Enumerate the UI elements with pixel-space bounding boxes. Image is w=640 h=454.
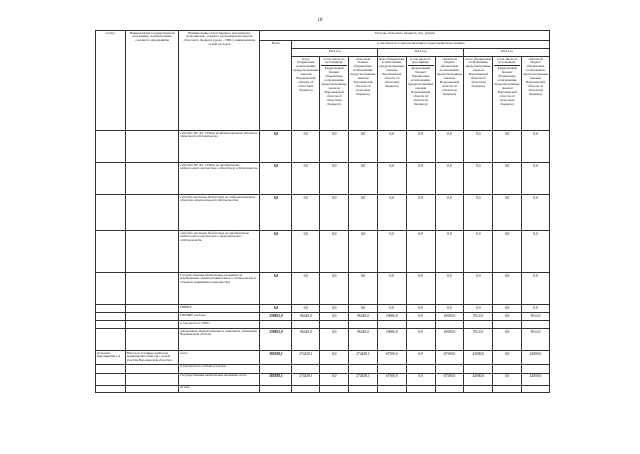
row-value: 0,0 xyxy=(260,273,292,305)
row-program-name xyxy=(125,231,178,273)
row-expense-label: из них xyxy=(179,385,260,392)
row-value: 0,0 xyxy=(260,195,292,231)
table-row xyxy=(96,313,550,321)
row-value: 0,0 xyxy=(435,273,464,305)
row-value: 0,0 xyxy=(464,195,493,231)
row-value: 0,0 xyxy=(406,231,435,273)
table-row xyxy=(96,329,550,351)
row-status xyxy=(96,163,126,195)
row-value: 9512,0 xyxy=(464,313,493,321)
row-value xyxy=(320,385,349,392)
row-value: 96340,0 xyxy=(292,313,320,321)
row-value xyxy=(435,321,464,329)
row-expense-label: всего xyxy=(179,351,260,365)
row-value xyxy=(349,385,378,392)
row-value: 9512,0 xyxy=(522,313,550,321)
row-status xyxy=(96,305,126,313)
row-value: 9512,0 xyxy=(464,329,493,351)
row-value: 0,0 xyxy=(292,273,320,305)
row-value: 42000,0 xyxy=(522,373,550,385)
row-value: 10000,0 xyxy=(377,329,406,351)
header-subtotal-2015: всего (бюджетные ассигнования, предусмотренные законом Воронежской области об областном бюджете) xyxy=(377,57,406,131)
row-value: 383938,1 xyxy=(260,351,292,365)
row-value: 0,0 xyxy=(320,313,349,321)
header-regional-2014: областной бюджет (бюджетные ассигнования, предусмотренные законом Воронежской области об областном бюджете) xyxy=(349,57,378,131)
row-value: 0,0 xyxy=(292,231,320,273)
row-value: 274438,1 xyxy=(349,373,378,385)
table-row xyxy=(96,195,550,231)
row-status xyxy=(96,273,126,305)
row-expense-label: НИОКР xyxy=(179,305,260,313)
row-value: 0,0 xyxy=(349,163,378,195)
row-value xyxy=(260,364,292,373)
row-value: 0,0 xyxy=(493,163,522,195)
row-value: 96340,0 xyxy=(349,329,378,351)
row-value xyxy=(349,364,378,373)
row-expense-label: субсидии местным бюджетам на приобретение недвижимого имущества в муниципальную собственность xyxy=(179,231,260,273)
row-value: 0,0 xyxy=(260,231,292,273)
row-value: 42000,0 xyxy=(464,351,493,365)
row-status xyxy=(96,313,126,321)
row-value: 383938,1 xyxy=(260,373,292,385)
row-value: 0,0 xyxy=(522,195,550,231)
row-value: 67500,0 xyxy=(435,351,464,365)
row-value: 0,0 xyxy=(320,131,349,163)
row-value: 0,0 xyxy=(349,131,378,163)
row-value: 0,0 xyxy=(493,273,522,305)
row-status xyxy=(96,385,126,392)
row-program-name: Взносы в уставные капиталы акционерных обществ с долей участия Воронежской области в xyxy=(125,351,178,365)
header-incl-sources-label: в том числе по источникам: xyxy=(321,58,347,67)
row-value xyxy=(406,385,435,392)
row-value xyxy=(377,321,406,329)
row-status xyxy=(96,329,126,351)
row-value: 67500,0 xyxy=(377,373,406,385)
header-incl-sources-label: в том числе по источникам: xyxy=(408,58,434,67)
row-value: 0,0 xyxy=(406,351,435,365)
row-value: 0,0 xyxy=(493,305,522,313)
row-value: 0,0 xyxy=(435,131,464,163)
row-value xyxy=(260,321,292,329)
row-value: 0,0 xyxy=(320,373,349,385)
header-federal-2016: в том числе по источникам: федеральный бюджет (бюджетные ассигнования, предусмотренные законом Воронежской области об областном бюджете) xyxy=(493,57,522,131)
row-program-name xyxy=(125,305,178,313)
row-value: 0,0 xyxy=(349,305,378,313)
row-value: 0,0 xyxy=(493,313,522,321)
row-value: 0,0 xyxy=(493,195,522,231)
row-value: 274438,1 xyxy=(292,351,320,365)
row-value: 0,0 xyxy=(320,195,349,231)
row-value: 0,0 xyxy=(320,231,349,273)
row-status xyxy=(96,364,126,373)
row-value: 0,0 xyxy=(464,231,493,273)
row-value: 0,0 xyxy=(522,305,550,313)
table-row xyxy=(96,364,550,373)
row-value: 0,0 xyxy=(522,131,550,163)
row-value: 10000,0 xyxy=(435,329,464,351)
row-value: 0,0 xyxy=(320,163,349,195)
row-expense-label: Государственные капитальные вложения, всего xyxy=(179,373,260,385)
row-value: 0,0 xyxy=(435,195,464,231)
row-status xyxy=(96,131,126,163)
header-subtotal-2014: всего (бюджетные ассигнования, предусмотренные законом Воронежской области об областном бюджете) xyxy=(292,57,320,131)
row-program-name xyxy=(125,385,178,392)
row-value: 0,0 xyxy=(320,351,349,365)
row-value: 0,0 xyxy=(292,131,320,163)
budget-table xyxy=(95,30,550,393)
row-value: 0,0 xyxy=(260,163,292,195)
row-value: 42000,0 xyxy=(464,373,493,385)
header-incl-sources-label: в том числе по источникам: xyxy=(494,58,520,67)
row-value: 0,0 xyxy=(377,131,406,163)
row-value xyxy=(406,364,435,373)
row-value: 0,0 xyxy=(464,131,493,163)
table-row xyxy=(96,305,550,313)
row-value: 0,0 xyxy=(292,305,320,313)
table-row xyxy=(96,385,550,392)
row-value: 0,0 xyxy=(435,231,464,273)
row-expense-label: ПРОЧИЕ расходы xyxy=(179,313,260,321)
row-value: 274438,1 xyxy=(349,351,378,365)
row-value: 0,0 xyxy=(292,195,320,231)
row-value: 0,0 xyxy=(377,195,406,231)
row-expense-label: субсидии БУ, АУ, ГУПам на приобретение недвижимого имущества в областную собственность xyxy=(179,163,260,195)
row-value xyxy=(522,364,550,373)
row-value: 0,0 xyxy=(292,163,320,195)
row-value: 0,0 xyxy=(377,305,406,313)
row-program-name xyxy=(125,273,178,305)
row-value: 0,0 xyxy=(320,273,349,305)
row-value: 150852,0 xyxy=(260,329,292,351)
row-status xyxy=(96,321,126,329)
row-value: 0,0 xyxy=(320,329,349,351)
header-status: Статус xyxy=(96,31,126,131)
header-regional-2016: областной бюджет (бюджетные ассигнования, предусмотренные законом Воронежской области об областном бюджете) xyxy=(522,57,550,131)
row-value xyxy=(292,385,320,392)
row-value xyxy=(522,385,550,392)
row-value: 0,0 xyxy=(406,313,435,321)
header-source-name: Наименование ответственного исполнителя, исполнителя - главного распорядителя средств областного бюджета (далее - ГРБС), наименование статей расходов xyxy=(179,31,260,131)
table-row xyxy=(96,131,550,163)
row-value: 0,0 xyxy=(493,131,522,163)
row-program-name xyxy=(125,373,178,385)
row-value: 0,0 xyxy=(493,231,522,273)
row-value: 0,0 xyxy=(406,329,435,351)
row-value xyxy=(406,321,435,329)
row-program-name xyxy=(125,313,178,321)
row-program-name xyxy=(125,329,178,351)
row-value xyxy=(260,385,292,392)
row-status xyxy=(96,231,126,273)
row-value xyxy=(464,385,493,392)
row-value xyxy=(349,321,378,329)
header-federal-2015: в том числе по источникам: федеральный бюджет (бюджетные ассигнования, предусмотренные законом Воронежской области об областном бюджете) xyxy=(406,57,435,131)
row-program-name xyxy=(125,131,178,163)
row-value: 0,0 xyxy=(349,273,378,305)
row-value: 0,0 xyxy=(377,163,406,195)
row-value: 0,0 xyxy=(377,231,406,273)
row-value: 0,0 xyxy=(464,273,493,305)
row-value: 0,0 xyxy=(406,373,435,385)
row-value: 0,0 xyxy=(260,305,292,313)
header-subtotal-2016: всего (бюджетные ассигнования, предусмотренные законом Воронежской области об областном бюджете) xyxy=(464,57,493,131)
table-row xyxy=(96,351,550,365)
row-value: 0,0 xyxy=(377,273,406,305)
row-value: 0,0 xyxy=(406,305,435,313)
row-value xyxy=(435,364,464,373)
row-value xyxy=(377,364,406,373)
row-value: 150852,0 xyxy=(260,313,292,321)
row-value xyxy=(464,321,493,329)
row-value: 274438,1 xyxy=(292,373,320,385)
row-value: 10000,0 xyxy=(435,313,464,321)
row-value: 0,0 xyxy=(435,163,464,195)
row-value: 0,0 xyxy=(260,131,292,163)
row-value: 0,0 xyxy=(493,351,522,365)
header-total: Всего xyxy=(260,41,292,131)
header-by-years: в том числе по годам реализации государственной программы xyxy=(292,41,550,49)
row-value: 67500,0 xyxy=(377,351,406,365)
row-value: 0,0 xyxy=(522,163,550,195)
row-value: 0,0 xyxy=(493,329,522,351)
header-expenses: Расходы областного бюджета, тыс. рублей xyxy=(260,31,550,41)
row-value: 0,0 xyxy=(464,163,493,195)
row-expense-label: в том числе по ГРБС: xyxy=(179,321,260,329)
row-status xyxy=(96,195,126,231)
row-value: 0,0 xyxy=(349,195,378,231)
row-value: 9512,0 xyxy=(522,329,550,351)
row-value xyxy=(292,364,320,373)
row-program-name xyxy=(125,364,178,373)
row-value: 0,0 xyxy=(320,305,349,313)
row-expense-label: субсидии БУ, АУ, ГУПам на финансирование объектов областной собственности xyxy=(179,131,260,163)
row-value: 0,0 xyxy=(406,131,435,163)
row-program-name xyxy=(125,321,178,329)
row-value xyxy=(493,364,522,373)
row-value xyxy=(320,321,349,329)
table-row xyxy=(96,373,550,385)
row-program-name xyxy=(125,195,178,231)
row-value xyxy=(522,321,550,329)
row-value: 96340,0 xyxy=(349,313,378,321)
row-value: 0,0 xyxy=(464,305,493,313)
table-row xyxy=(96,273,550,305)
header-year-2015: 2015 год xyxy=(377,49,463,57)
row-value xyxy=(377,385,406,392)
table-row xyxy=(96,163,550,195)
row-value xyxy=(493,321,522,329)
row-value: 96340,0 xyxy=(292,329,320,351)
row-value: 0,0 xyxy=(406,273,435,305)
row-value xyxy=(435,385,464,392)
row-value: 10000,0 xyxy=(377,313,406,321)
page-number: 18 xyxy=(317,18,323,23)
row-program-name xyxy=(125,163,178,195)
row-value xyxy=(292,321,320,329)
table-row xyxy=(96,321,550,329)
row-value: 0,0 xyxy=(522,273,550,305)
row-value: 0,0 xyxy=(349,231,378,273)
row-expense-label: субсидии местным бюджетам на софинансирование объектов муниципальной собственности xyxy=(179,195,260,231)
row-value: 0,0 xyxy=(406,195,435,231)
header-regional-2015: областной бюджет (бюджетные ассигнования, предусмотренные законом Воронежской области об областном бюджете) xyxy=(435,57,464,131)
row-value: 67500,0 xyxy=(435,373,464,385)
table-row xyxy=(96,231,550,273)
row-expense-label: департамент имущественных и земельных отношений Воронежской области xyxy=(179,329,260,351)
row-value: 0,0 xyxy=(493,373,522,385)
row-expense-label: Государственные капитальные вложения (за исключением объектов капитального строительства и объектов недвижимого имущества) xyxy=(179,273,260,305)
row-value xyxy=(320,364,349,373)
row-value: 0,0 xyxy=(435,305,464,313)
header-year-2016: 2016 год xyxy=(464,49,550,57)
row-value: 0,0 xyxy=(522,231,550,273)
row-value xyxy=(464,364,493,373)
header-program-name: Наименование государственной программы, подпрограммы, основного мероприятия xyxy=(125,31,178,131)
row-status xyxy=(96,373,126,385)
row-value: 0,0 xyxy=(406,163,435,195)
header-year-2014: 2014 год xyxy=(292,49,377,57)
header-federal-2014: в том числе по источникам: федеральный бюджет (бюджетные ассигнования, предусмотренные законом Воронежской области об областном бюджете) xyxy=(320,57,349,131)
row-status: Основное мероприятие 1.4 xyxy=(96,351,126,365)
row-value xyxy=(493,385,522,392)
row-value: 42000,0 xyxy=(522,351,550,365)
row-expense-label: в том числе по статьям расходов xyxy=(179,364,260,373)
